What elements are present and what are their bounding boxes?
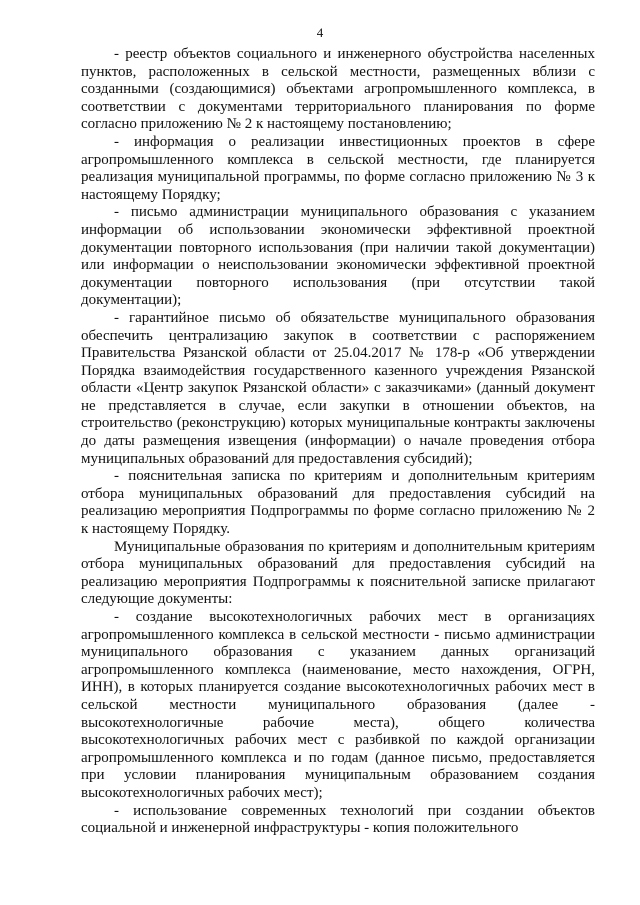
document-body	[81, 46, 595, 838]
paragraph-explanatory-note: - пояснительная записка по критериям и дополнительным критериям отбора муниципальных образований для предоставления субсидий на реализацию мероприятия Подпрограммы по форме согласно приложению № 2 к настоящему Порядку.	[81, 468, 595, 538]
paragraph-investment-projects: - информация о реализации инвестиционных проектов в сфере агропромышленного комплекса в сельской местности, где планируется реализация муниципальной программы, по форме согласно приложению № 3 к настоящему Порядку;	[81, 133, 595, 203]
paragraph-guarantee-letter: - гарантийное письмо об обязательстве муниципального образования обеспечить централизацию закупок в соответствии с распоряжением Правительства Рязанской области от 25.04.2017 № 178-р «Об утверждении Порядка взаимодействия государственного казенного учреждения Рязанской области «Центр закупок Рязанской области» с заказчиками» (данный документ не представляется в случае, если закупки в отношении объектов, на строительство (реконструкцию) которых муниципальные контракты заключены до даты размещения извещения (информации) о начале проведения отбора муниципальных образований для предоставления субсидий);	[81, 309, 595, 467]
paragraph-administration-letter: - письмо администрации муниципального образования с указанием информации об использовании экономически эффективной проектной документации повторного использования (при наличии такой документации) или информации о неиспользовании экономически эффективной проектной документации повторного использования (при отсутствии такой документации);	[81, 204, 595, 309]
paragraph-modern-technologies: - использование современных технологий при создании объектов социальной и инженерной инфраструктуры - копия положительного	[81, 802, 595, 837]
paragraph-registry-objects: - реестр объектов социального и инженерного обустройства населенных пунктов, расположенных в сельской местности, размещенных вблизи с созданными (создающимися) объектами агропромышленного комплекса, в соответствии с документами территориального планирования по форме согласно приложению № 2 к настоящему постановлению;	[81, 46, 595, 133]
paragraph-municipal-documents: Муниципальные образования по критериям и дополнительным критериям отбора муниципальных образований для предоставления субсидий на реализацию мероприятия Подпрограммы к пояснительной записке прилагают следующие документы:	[81, 538, 595, 608]
page-number: 4	[316, 25, 324, 40]
paragraph-high-tech-jobs: - создание высокотехнологичных рабочих мест в организациях агропромышленного комплекса в сельской местности - письмо администрации муниципального образования с указанием данных организаций агропромышленного комплекса (наименование, место нахождения, ОГРН, ИНН), в которых планируется создание высокотехнологичных рабочих мест в сельской местности муниципального образования (далее - высокотехнологичные рабочие места), общего количества высокотехнологичных рабочих мест с разбивкой по каждой организации агропромышленного комплекса и по годам (данное письмо, предоставляется при условии планирования муниципальным образованием создания высокотехнологичных рабочих мест);	[81, 609, 595, 801]
